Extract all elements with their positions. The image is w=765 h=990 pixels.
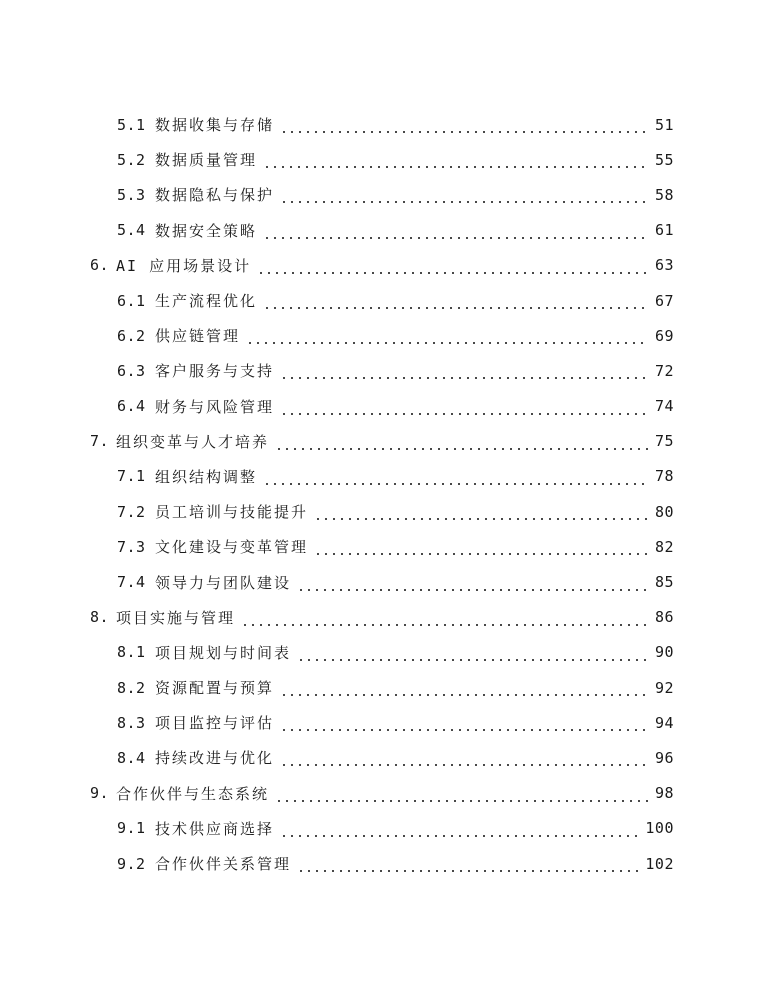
toc-entry-content: [117, 572, 765, 593]
toc-dot-leader: [275, 788, 648, 803]
toc-entry-number: 8.3: [117, 713, 146, 732]
toc-entry-title: 数据隐私与保护: [155, 186, 275, 205]
toc-entry[interactable]: [0, 142, 765, 177]
toc-entry-number: 5.2: [117, 150, 146, 169]
toc-entry-number: 6.1: [117, 291, 146, 310]
toc-entry-content: [117, 677, 765, 698]
toc-entry-title: 组织结构调整: [155, 467, 258, 486]
toc-entry-number: 5.1: [117, 115, 146, 134]
toc-entry-title: 合作伙伴关系管理: [155, 855, 292, 874]
toc-entry-number: 5.3: [117, 185, 146, 204]
toc-entry-number: 9.2: [117, 854, 146, 873]
toc-dot-leader: [280, 823, 639, 838]
toc-dot-leader: [314, 541, 648, 556]
toc-entry-content: [117, 853, 765, 874]
toc-page-number: 100: [645, 819, 674, 838]
toc-entry-title: 项目实施与管理: [116, 608, 236, 627]
toc-entry-number: 6.4: [117, 397, 146, 416]
toc-dot-leader: [257, 260, 648, 275]
toc-page-number: 58: [654, 185, 674, 204]
toc-page-number: 72: [654, 361, 674, 380]
toc-entry-number: 6.3: [117, 361, 146, 380]
toc-entry-number: 9.: [90, 784, 110, 803]
toc-entry-title: 数据质量管理: [155, 151, 258, 170]
toc-dot-leader: [263, 295, 648, 310]
toc-entry[interactable]: [0, 213, 765, 248]
toc-entry[interactable]: [0, 283, 765, 318]
toc-entry-content: [117, 712, 765, 733]
toc-entry-content: [117, 818, 765, 839]
toc-dot-leader: [280, 401, 648, 416]
toc-page-number: 85: [654, 573, 674, 592]
toc-entry-number: 7.2: [117, 502, 146, 521]
toc-dot-leader: [314, 506, 648, 521]
toc-entry-number: 6.2: [117, 326, 146, 345]
toc-entry-title: 生产流程优化: [155, 292, 258, 311]
toc-entry-title: 数据安全策略: [155, 221, 258, 240]
toc-entry-number: 6.: [90, 256, 110, 275]
toc-entry-title: 客户服务与支持: [155, 362, 275, 381]
toc-page-number: 55: [654, 150, 674, 169]
toc-page-number: 51: [654, 115, 674, 134]
toc-entry-title: 合作伙伴与生态系统: [116, 784, 270, 803]
toc-entry[interactable]: [0, 318, 765, 353]
toc-entry-number: 7.: [90, 432, 110, 451]
toc-entry-title: AI 应用场景设计: [116, 256, 252, 275]
table-of-contents: [0, 107, 765, 881]
toc-entry[interactable]: [0, 776, 765, 811]
toc-entry-title: 供应链管理: [155, 327, 241, 346]
toc-entry[interactable]: [0, 248, 765, 283]
toc-entry-content: [90, 607, 765, 628]
toc-dot-leader: [280, 189, 648, 204]
toc-page-number: 74: [654, 397, 674, 416]
toc-dot-leader: [246, 330, 648, 345]
toc-entry-title: 技术供应商选择: [155, 819, 275, 838]
toc-entry-number: 7.1: [117, 467, 146, 486]
toc-entry-number: 8.2: [117, 678, 146, 697]
toc-page-number: 102: [645, 854, 674, 873]
toc-page-number: 90: [654, 643, 674, 662]
toc-entry-content: [117, 149, 765, 170]
toc-entry-number: 8.: [90, 608, 110, 627]
toc-page-number: 98: [654, 784, 674, 803]
toc-dot-leader: [263, 225, 648, 240]
toc-entry-number: 7.3: [117, 537, 146, 556]
toc-entry-title: 文化建设与变革管理: [155, 538, 309, 557]
toc-entry[interactable]: [0, 353, 765, 388]
toc-entry[interactable]: [0, 705, 765, 740]
toc-entry-number: 7.4: [117, 573, 146, 592]
toc-page-number: 86: [654, 608, 674, 627]
toc-entry-content: [117, 325, 765, 346]
toc-entry[interactable]: [0, 600, 765, 635]
toc-page-number: 92: [654, 678, 674, 697]
toc-entry[interactable]: [0, 564, 765, 599]
toc-dot-leader: [280, 682, 648, 697]
toc-page-number: 80: [654, 502, 674, 521]
toc-entry[interactable]: [0, 635, 765, 670]
toc-entry-content: [117, 747, 765, 768]
toc-page-number: 61: [654, 221, 674, 240]
toc-page-number: 75: [654, 432, 674, 451]
toc-entry-title: 员工培训与技能提升: [155, 503, 309, 522]
toc-dot-leader: [263, 471, 648, 486]
toc-dot-leader: [241, 612, 648, 627]
toc-entry-number: 5.4: [117, 221, 146, 240]
toc-entry-content: [90, 255, 765, 276]
toc-entry[interactable]: [0, 740, 765, 775]
toc-entry-number: 9.1: [117, 819, 146, 838]
toc-page-number: 96: [654, 748, 674, 767]
toc-entry[interactable]: [0, 389, 765, 424]
toc-entry-content: [117, 466, 765, 487]
toc-entry-content: [117, 396, 765, 417]
toc-entry-title: 项目规划与时间表: [155, 643, 292, 662]
toc-entry-title: 数据收集与存储: [155, 116, 275, 135]
toc-entry-content: [117, 360, 765, 381]
toc-entry-content: [117, 184, 765, 205]
toc-entry-content: [117, 220, 765, 241]
toc-page-number: 94: [654, 713, 674, 732]
toc-entry-content: [117, 290, 765, 311]
toc-page-number: 63: [654, 256, 674, 275]
toc-dot-leader: [263, 154, 648, 169]
toc-entry[interactable]: [0, 424, 765, 459]
toc-dot-leader: [280, 119, 648, 134]
toc-entry[interactable]: [0, 670, 765, 705]
toc-entry-title: 财务与风险管理: [155, 397, 275, 416]
toc-dot-leader: [297, 577, 648, 592]
toc-entry-content: [117, 642, 765, 663]
toc-dot-leader: [275, 436, 648, 451]
toc-dot-leader: [297, 647, 648, 662]
toc-entry-content: [117, 536, 765, 557]
toc-entry-content: [117, 114, 765, 135]
toc-entry-number: 8.4: [117, 748, 146, 767]
toc-entry[interactable]: [0, 177, 765, 212]
toc-entry-number: 8.1: [117, 643, 146, 662]
toc-dot-leader: [280, 717, 648, 732]
toc-entry-title: 项目监控与评估: [155, 714, 275, 733]
toc-entry[interactable]: [0, 529, 765, 564]
toc-dot-leader: [280, 365, 648, 380]
toc-entry-title: 资源配置与预算: [155, 679, 275, 698]
toc-dot-leader: [280, 752, 648, 767]
toc-page-number: 82: [654, 537, 674, 556]
toc-page-number: 67: [654, 291, 674, 310]
toc-entry-content: [90, 431, 765, 452]
toc-dot-leader: [297, 858, 639, 873]
toc-entry-content: [117, 501, 765, 522]
toc-entry-content: [90, 783, 765, 804]
toc-entry[interactable]: [0, 459, 765, 494]
toc-entry-title: 领导力与团队建设: [155, 573, 292, 592]
toc-entry[interactable]: [0, 811, 765, 846]
toc-entry-title: 组织变革与人才培养: [116, 432, 270, 451]
toc-page-number: 78: [654, 467, 674, 486]
toc-entry[interactable]: [0, 107, 765, 142]
toc-entry-title: 持续改进与优化: [155, 749, 275, 768]
toc-entry[interactable]: [0, 494, 765, 529]
toc-entry[interactable]: [0, 846, 765, 881]
toc-page-number: 69: [654, 326, 674, 345]
